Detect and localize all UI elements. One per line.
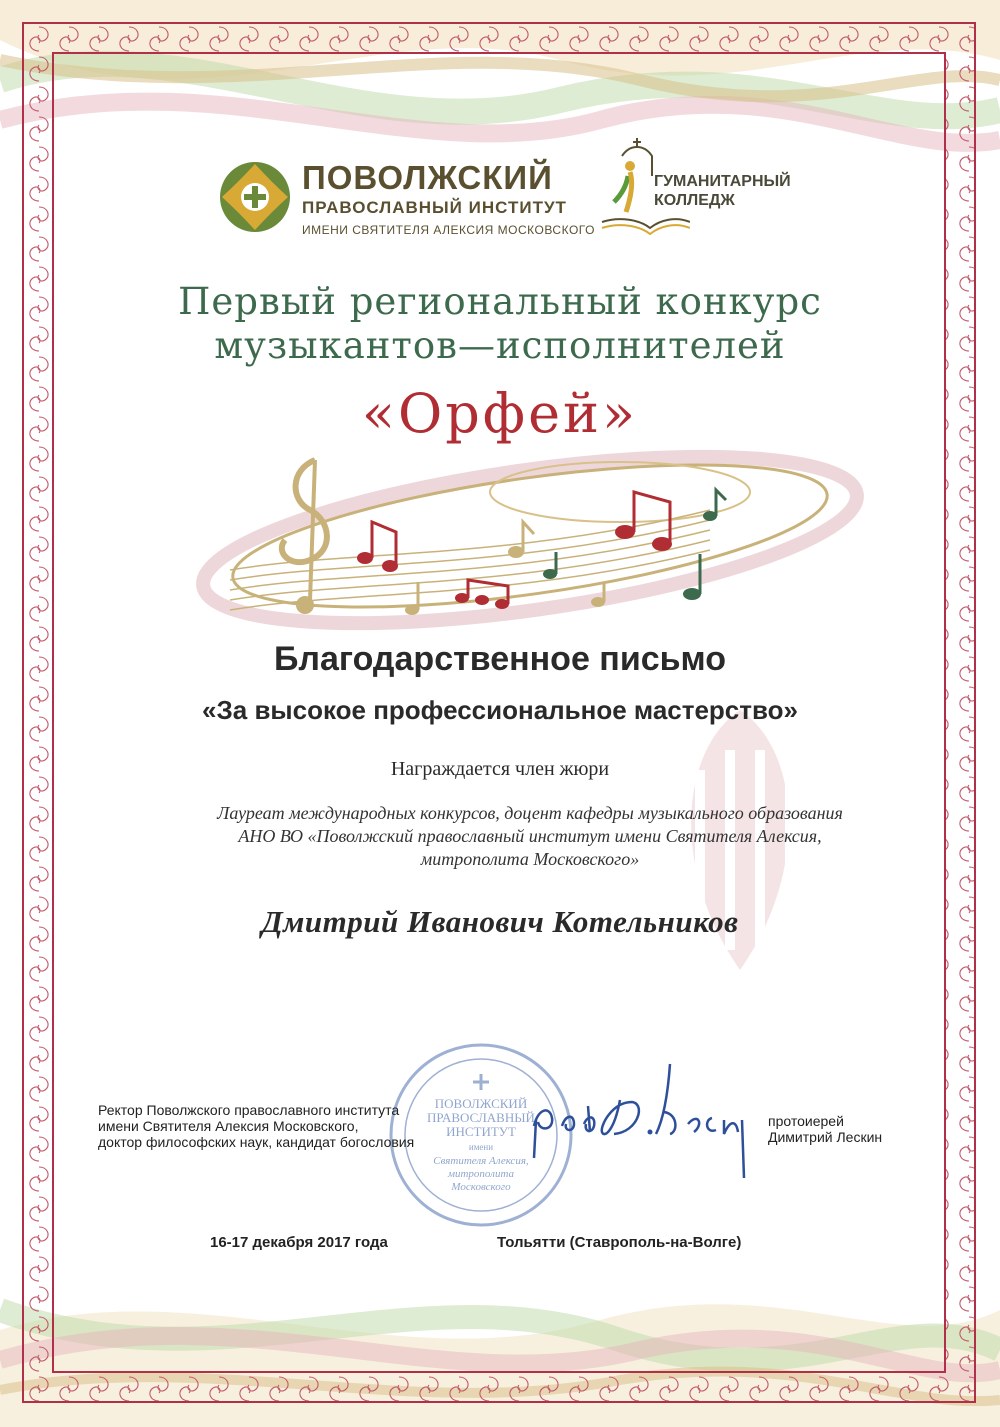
letter-heading: Благодарственное письмо [273,640,727,678]
college-name [654,172,791,210]
handwritten-signature [528,1062,768,1182]
priest-name-block [768,1113,882,1145]
seal-line4: имени [468,1142,494,1152]
seal-line3: ИНСТИТУТ [446,1124,516,1139]
recipient-description [140,802,920,871]
contest-title-line2: музыкантов—исполнителей [214,324,786,367]
seal-line6: митрополита [447,1168,515,1180]
description-line1: Лауреат международных конкурсов, доцент кафедры музыкального образования [217,803,843,823]
seal-line7: Московского [451,1181,511,1193]
letter-subheading: «За высокое профессиональное мастерство» [202,695,798,725]
description-line3: митрополита Московского» [420,849,640,869]
seal-line2: ПРАВОСЛАВНЫЙ [427,1110,535,1125]
rector-title [98,1102,414,1150]
seal-line1: ПОВОЛЖСКИЙ [434,1096,528,1111]
seal-line5: Святителя Алексия, [433,1155,529,1167]
rector-line1: Ректор Поволжского православного института [98,1102,400,1118]
rector-line2: имени Святителя Алексия Московского, [98,1118,359,1134]
college-name-line2: КОЛЛЕДЖ [654,192,735,209]
awarded-line: Награждается член жюри [390,758,610,780]
priest-title: протоиерей [768,1113,844,1129]
description-line2: АНО ВО «Поволжский православный институт имени Святителя Алексия, [238,826,822,846]
institute-name-line1: ПОВОЛЖСКИЙ [302,159,553,196]
rector-line3: доктор философских наук, кандидат богословия [98,1134,415,1150]
priest-name: Димитрий Лескин [768,1129,883,1145]
institute-name-line2: ПРАВОСЛАВНЫЙ ИНСТИТУТ [302,198,567,217]
recipient-name: Дмитрий Иванович Котельников [261,904,739,939]
event-date: 16-17 декабря 2017 года [210,1234,388,1251]
event-city: Тольятти (Ставрополь-на-Волге) [497,1234,742,1251]
cross-emblem-icon [218,160,292,234]
contest-title-line1: Первый региональный конкурс [178,280,822,323]
contest-name: «Орфей» [361,382,639,445]
music-notes-illustration [150,440,890,640]
institute-name-line3: ИМЕНИ СВЯТИТЕЛЯ АЛЕКСИЯ МОСКОВСКОГО [302,223,595,237]
institute-name [302,160,595,238]
college-name-line1: ГУМАНИТАРНЫЙ [654,173,791,190]
